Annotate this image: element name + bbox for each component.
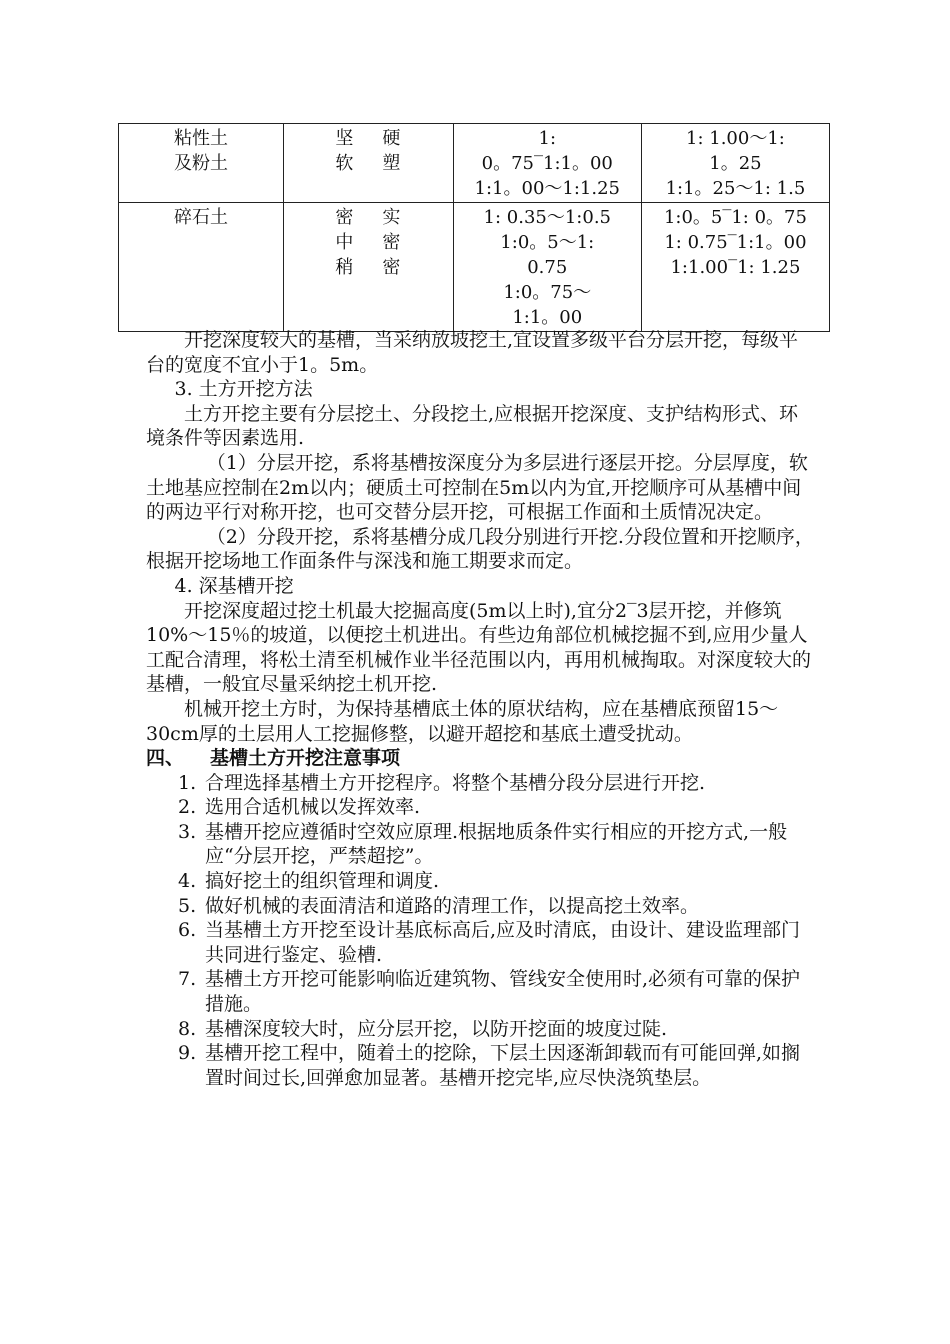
slope-ratio-cell bbox=[641, 124, 829, 203]
soil-state-cell bbox=[284, 203, 454, 332]
item-text: 合理选择基槽土方开挖程序。将整个基槽分段分层进行开挖. bbox=[205, 771, 706, 794]
chapter-title: 基槽土方开挖注意事项 bbox=[210, 747, 401, 770]
cell-text: 碎石土 bbox=[174, 207, 229, 228]
item-number: 4. bbox=[178, 870, 197, 893]
cell-text: 1: 1.00～1: bbox=[686, 128, 785, 149]
cell-text: 1:0。5～1: bbox=[500, 232, 595, 253]
cell-text: 1:1。00～1:1.25 bbox=[474, 178, 620, 199]
list-item bbox=[146, 820, 816, 869]
document-body bbox=[146, 328, 816, 1090]
item-number: 5. bbox=[178, 894, 197, 917]
paragraph: 机械开挖土方时，为保持基槽底土体的原状结构，应在基槽底预留15～30cm厚的土层用人工挖掘修整，以避开超挖和基底土遭受扰动。 bbox=[146, 697, 779, 745]
cell-text: 稍 bbox=[335, 257, 355, 278]
item-number: 6. bbox=[178, 919, 197, 942]
slope-ratio-cell bbox=[453, 124, 641, 203]
cell-text: 坚 bbox=[335, 128, 355, 149]
list-item bbox=[146, 869, 816, 894]
table-row bbox=[119, 203, 830, 332]
item-text: 基槽开挖应遵循时空效应原理.根据地质条件实行相应的开挖方式,一般应“分层开挖，严禁超挖”。 bbox=[205, 820, 788, 868]
list-item bbox=[146, 894, 816, 919]
paragraph: 开挖深度较大的基槽，当采纳放坡挖土,宜设置多级平台分层开挖，每级平台的宽度不宜小于1。5m。 bbox=[146, 329, 799, 376]
cell-text: 1:1。25～1: 1.5 bbox=[665, 178, 806, 199]
cell-text: 密 bbox=[335, 207, 355, 228]
item-text: 基槽深度较大时，应分层开挖，以防开挖面的坡度过陡. bbox=[205, 1017, 668, 1040]
chapter-heading bbox=[146, 746, 816, 771]
cell-text: 软 bbox=[335, 153, 355, 174]
item-text: 基槽开挖工程中，随着土的挖除，下层土因逐渐卸载而有可能回弹,如搁置时间过长,回弹愈加显著。基槽开挖完毕,应尽快浇筑垫层。 bbox=[205, 1042, 801, 1089]
cell-text: 1:0。5‾1: 0。75 bbox=[663, 207, 807, 228]
paragraph: 土方开挖主要有分层挖土、分段挖土,应根据开挖深度、支护结构形式、环境条件等因素选用. bbox=[146, 402, 799, 450]
cell-text: 粘性土 bbox=[174, 128, 229, 149]
cell-text: 1:0。75～ bbox=[503, 282, 592, 303]
cell-text: 0.75 bbox=[527, 257, 568, 278]
item-text: 选用合适机械以发挥效率. bbox=[205, 796, 421, 819]
list-item bbox=[146, 771, 816, 796]
list-item bbox=[146, 918, 816, 967]
cell-text: 中 bbox=[335, 232, 355, 253]
item-number: 2. bbox=[178, 796, 197, 819]
section-heading: 4. 深基槽开挖 bbox=[174, 574, 294, 597]
notes-list bbox=[146, 771, 816, 1091]
cell-text: 1:1.00‾1: 1.25 bbox=[670, 257, 801, 278]
item-text: 基槽土方开挖可能影响临近建筑物、管线安全使用时,必须有可靠的保护措施。 bbox=[205, 968, 801, 1016]
list-item bbox=[146, 1041, 816, 1090]
item-number: 3. bbox=[178, 820, 197, 843]
item-text: 当基槽土方开挖至设计基底标高后,应及时清底，由设计、建设监理部门共同进行鉴定、验槽. bbox=[205, 919, 801, 966]
cell-text: 1: bbox=[538, 128, 557, 149]
list-item bbox=[146, 967, 816, 1016]
list-item bbox=[146, 1017, 816, 1042]
soil-state-cell bbox=[284, 124, 454, 203]
item-number: 9. bbox=[178, 1042, 197, 1065]
paragraph: （1）分层开挖，系将基槽按深度分为多层进行逐层开挖。分层厚度，软土地基应控制在2m以内；硬质土可控制在5m以内为宜,开挖顺序可从基槽中间的两边平行对称开挖，也可交替分层开挖，可根据工作面和土质情况决定。 bbox=[146, 451, 808, 524]
slope-ratio-cell bbox=[453, 203, 641, 332]
cell-text: 密 bbox=[382, 257, 402, 278]
item-text: 搞好挖土的组织管理和调度. bbox=[205, 870, 440, 893]
item-number: 8. bbox=[178, 1017, 197, 1040]
item-text: 做好机械的表面清洁和道路的清理工作，以提高挖土效率。 bbox=[205, 894, 700, 917]
item-number: 7. bbox=[178, 968, 197, 991]
paragraph: （2）分段开挖，系将基槽分成几段分别进行开挖.分段位置和开挖顺序，根据开挖场地工作面条件与深浅和施工期要求而定。 bbox=[146, 525, 814, 573]
cell-text: 1: 0.75‾1:1。00 bbox=[664, 232, 807, 253]
paragraph: 开挖深度超过挖土机最大挖掘高度(5m以上时),宜分2‾3层开挖，并修筑10%～15％的坡道，以便挖土机进出。有些边角部位机械挖掘不到,应用少量人工配合清理，将松土清至机械作业半径范围以内，再用机械掏取。对深度较大的基槽，一般宜尽量采纳挖土机开挖. bbox=[146, 599, 812, 696]
cell-text: 0。75‾1:1。00 bbox=[481, 153, 613, 174]
list-item bbox=[146, 795, 816, 820]
cell-text: 1。25 bbox=[709, 153, 762, 174]
slope-ratio-table bbox=[118, 123, 830, 332]
section-heading: 3. 土方开挖方法 bbox=[174, 378, 313, 401]
chapter-number: 四、 bbox=[146, 747, 185, 770]
cell-text: 密 bbox=[382, 232, 402, 253]
cell-text: 硬 bbox=[382, 128, 402, 149]
soil-type-cell bbox=[119, 203, 284, 332]
cell-text: 1: 0.35～1:0.5 bbox=[483, 207, 611, 228]
cell-text: 1:1。00 bbox=[512, 307, 583, 328]
cell-text: 塑 bbox=[382, 153, 402, 174]
soil-type-cell bbox=[119, 124, 284, 203]
cell-text: 及粉土 bbox=[174, 153, 229, 174]
table-row bbox=[119, 124, 830, 203]
item-number: 1. bbox=[178, 771, 197, 794]
slope-ratio-cell bbox=[641, 203, 829, 332]
cell-text: 实 bbox=[382, 207, 402, 228]
